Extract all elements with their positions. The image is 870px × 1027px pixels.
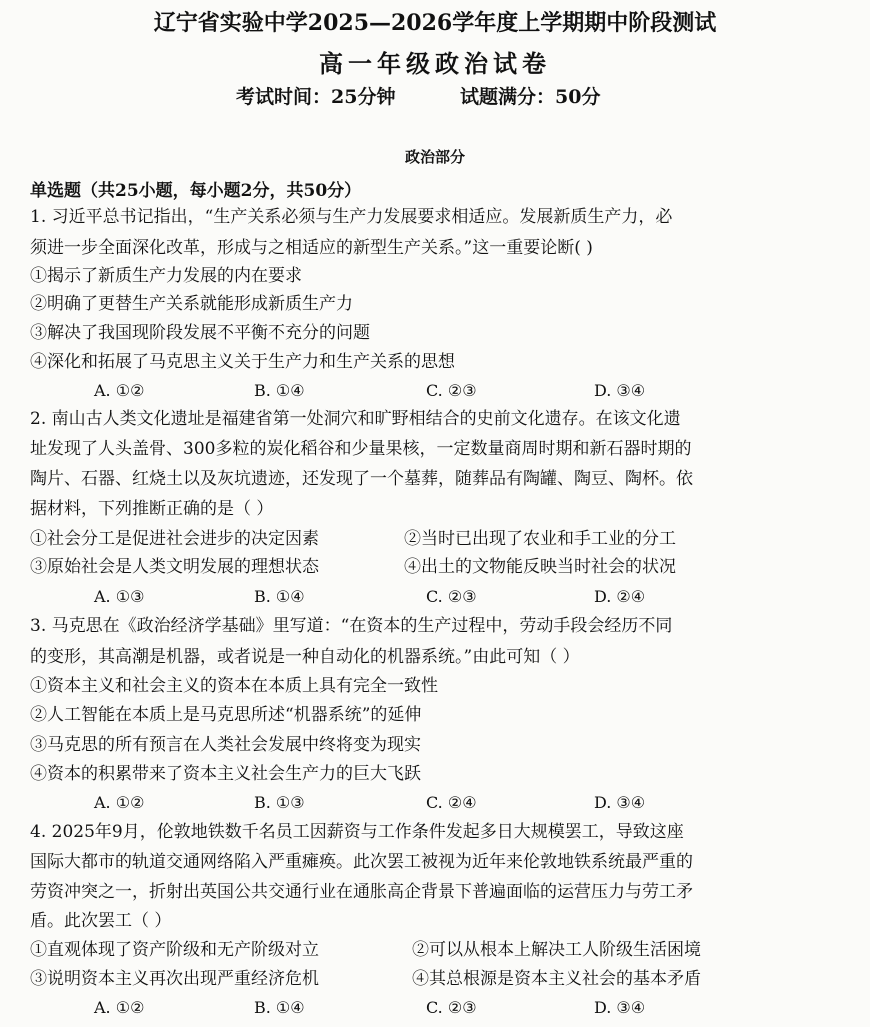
statement: ③解决了我国现阶段发展不平衡不充分的问题 — [30, 323, 370, 343]
school-exam-title: 辽宁省实验中学2025—2026学年度上学期期中阶段测试 — [153, 10, 717, 36]
question-stem-line: 国际大都市的轨道交通网络陷入严重瘫痪。此次罢工被视为近年来伦敦地铁系统最严重的 — [30, 852, 693, 872]
question-stem-line: 4. 2025年9月，伦敦地铁数千名员工因薪资与工作条件发起多日大规模罢工，导致这座 — [30, 822, 684, 842]
statement: ③原始社会是人类文明发展的理想状态 — [30, 557, 319, 577]
statement: ③马克思的所有预言在人类社会发展中终将变为现实 — [30, 735, 421, 755]
option-a: A. ①② — [94, 998, 145, 1017]
option-b: B. ①③ — [254, 793, 305, 812]
option-d: D. ③④ — [594, 793, 646, 812]
option-b: B. ①④ — [254, 587, 305, 606]
question-stem-line: 须进一步全面深化改革，形成与之相适应的新型生产关系。”这一重要论断( ) — [30, 238, 593, 258]
exam-time: 考试时间：25分钟 — [236, 86, 396, 108]
statement: ②可以从根本上解决工人阶级生活困境 — [412, 940, 701, 960]
question-stem-line: 盾。此次罢工（ ） — [30, 911, 172, 931]
option-d: D. ③④ — [594, 381, 646, 400]
option-c: C. ②③ — [426, 587, 477, 606]
statement: ②人工智能在本质上是马克思所述“机器系统”的延伸 — [30, 705, 422, 725]
statement: ②当时已出现了农业和手工业的分工 — [404, 529, 676, 549]
section-title: 政治部分 — [404, 148, 465, 166]
statement: ④其总根源是资本主义社会的基本矛盾 — [412, 969, 701, 989]
statement: ①资本主义和社会主义的资本在本质上具有完全一致性 — [30, 676, 438, 696]
statement: ④深化和拓展了马克思主义关于生产力和生产关系的思想 — [30, 352, 455, 372]
option-c: C. ②③ — [426, 381, 477, 400]
statement: ④资本的积累带来了资本主义社会生产力的巨大飞跃 — [30, 764, 421, 784]
question-stem-line: 的变形，其高潮是机器，或者说是一种自动化的机器系统。”由此可知（ ） — [30, 647, 580, 667]
exam-full-score: 试题满分：50分 — [460, 86, 601, 108]
question-type-heading: 单选题（共25小题，每小题2分，共50分） — [30, 181, 362, 201]
question-stem-line: 劳资冲突之一，折射出英国公共交通行业在通胀高企背景下普遍面临的运营压力与劳工矛 — [30, 882, 693, 902]
statement: ③说明资本主义再次出现严重经济危机 — [30, 969, 319, 989]
question-stem-line: 址发现了人头盖骨、300多粒的炭化稻谷和少量果核，一定数量商周时期和新石器时期的 — [30, 439, 692, 459]
question-stem-line: 据材料，下列推断正确的是（ ） — [30, 499, 274, 519]
option-b: B. ①④ — [254, 998, 305, 1017]
option-d: D. ②④ — [594, 587, 646, 606]
statement: ①社会分工是促进社会进步的决定因素 — [30, 529, 319, 549]
option-c: C. ②③ — [426, 998, 477, 1017]
option-a: A. ①② — [94, 381, 145, 400]
exam-subject-title: 高一年级政治试卷 — [319, 49, 551, 78]
option-d: D. ③④ — [594, 998, 646, 1017]
question-stem-line: 陶片、石器、红烧土以及灰坑遗迹，还发现了一个墓葬，随葬品有陶罐、陶豆、陶杯。依 — [30, 469, 693, 489]
statement: ④出土的文物能反映当时社会的状况 — [404, 557, 676, 577]
question-stem-line: 3. 马克思在《政治经济学基础》里写道：“在资本的生产过程中，劳动手段会经历不同 — [30, 616, 673, 636]
option-a: A. ①③ — [94, 587, 145, 606]
question-stem-line: 2. 南山古人类文化遗址是福建省第一处洞穴和旷野相结合的史前文化遗存。在该文化遗 — [30, 409, 681, 429]
statement: ②明确了更替生产关系就能形成新质生产力 — [30, 294, 353, 314]
statement: ①直观体现了资产阶级和无产阶级对立 — [30, 940, 319, 960]
option-b: B. ①④ — [254, 381, 305, 400]
statement: ①揭示了新质生产力发展的内在要求 — [30, 266, 302, 286]
option-c: C. ②④ — [426, 793, 477, 812]
option-a: A. ①② — [94, 793, 145, 812]
question-stem-line: 1. 习近平总书记指出，“生产关系必须与生产力发展要求相适应。发展新质生产力，必 — [30, 207, 673, 227]
